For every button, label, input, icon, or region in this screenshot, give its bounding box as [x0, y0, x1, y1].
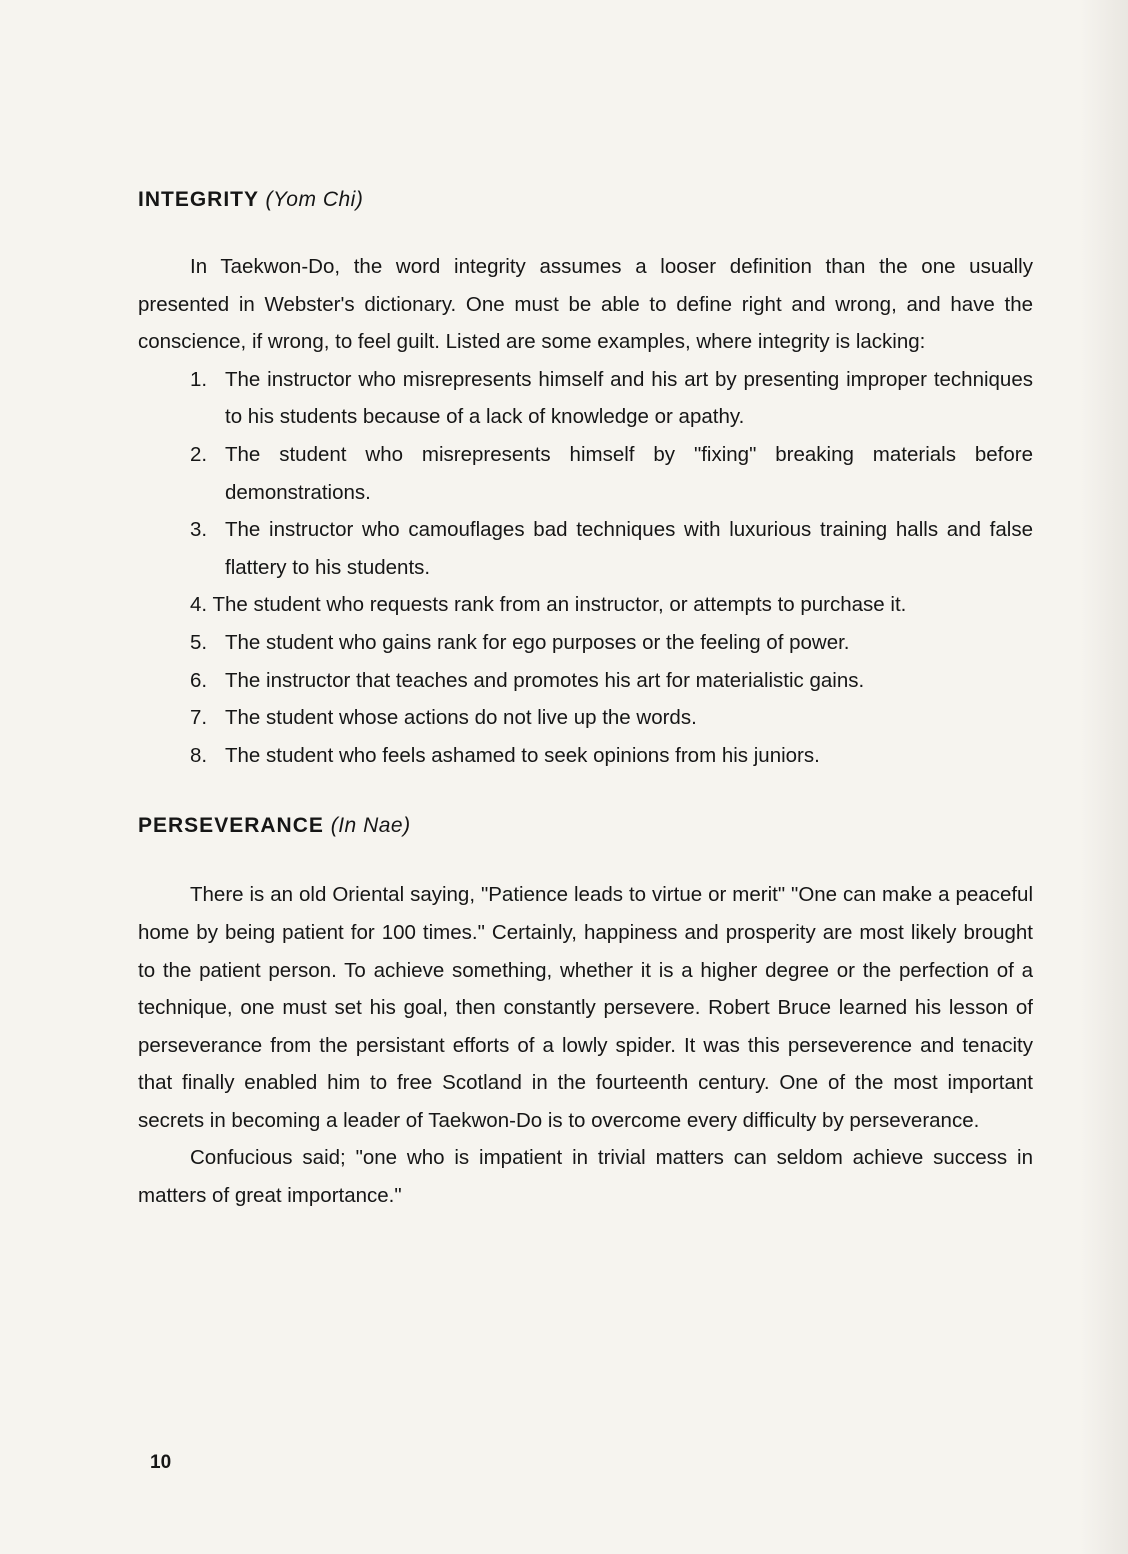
- list-item-number: 6.: [190, 668, 208, 692]
- perseverance-heading: [138, 804, 1033, 848]
- list-item-text: The student whose actions do not live up the words.: [225, 706, 697, 730]
- list-item: [138, 699, 1033, 737]
- integrity-intro: In Taekwon-Do, the word integrity assumes a looser definition than the one usually presented in Webster's dictionary. One must be able to define right and wrong, and have the conscience, if wrong, to feel guilt. Listed are some examples, where integrity is lacking:: [138, 255, 1033, 354]
- page-content: [138, 178, 1033, 1215]
- perseverance-paragraph-2: Confucious said; "one who is impatient in trivial matters can seldom achieve success in matters of great importance.": [138, 1146, 1033, 1208]
- list-item-number: 5.: [190, 630, 208, 654]
- integrity-heading: [138, 178, 1033, 222]
- integrity-title: INTEGRITY: [138, 188, 259, 211]
- list-item: [138, 436, 1033, 511]
- list-item-number: 2.: [190, 442, 208, 466]
- integrity-subtitle: (Yom Chi): [265, 188, 364, 211]
- integrity-examples-list: [138, 361, 1033, 775]
- list-item-text: The instructor who misrepresents himself and his art by presenting improper techniques to his students because of a lack of knowledge or apathy.: [225, 367, 1033, 429]
- list-item: [138, 361, 1033, 436]
- list-item: [138, 586, 1033, 624]
- list-item: [138, 662, 1033, 700]
- list-item-number: 4.: [190, 593, 208, 617]
- list-item: [138, 737, 1033, 775]
- list-item: [138, 511, 1033, 586]
- list-item-text: The instructor who camouflages bad techniques with luxurious training halls and false flattery to his students.: [225, 518, 1033, 579]
- perseverance-title: PERSEVERANCE: [138, 814, 324, 838]
- list-item-text: The student who gains rank for ego purposes or the feeling of power.: [225, 630, 850, 654]
- list-item-number: 1.: [190, 367, 208, 391]
- list-item-text: The student who misrepresents himself by "fixing" breaking materials before demonstrations.: [225, 442, 1033, 504]
- list-item-text: The instructor that teaches and promotes his art for materialistic gains.: [225, 668, 865, 692]
- list-item-text: The student who requests rank from an instructor, or attempts to purchase it.: [212, 593, 907, 617]
- list-item-number: 8.: [190, 743, 208, 767]
- list-item-number: 7.: [190, 706, 208, 730]
- perseverance-paragraph-1: There is an old Oriental saying, "Patience leads to virtue or merit" "One can make a peaceful home by being patient for 100 times." Certainly, happiness and prosperity are most likely brought to the patient person. To achieve something, whether it is a higher degree or the perfection of a technique, one must set his goal, then constantly persevere. Robert Bruce learned his lesson of perseverance from the persistant efforts of a lowly spider. It was this perseverence and tenacity that finally enabled him to free Scotland in the fourteenth century. One of the most important secrets in becoming a leader of Taekwon-Do is to overcome every difficulty by perseverance.: [138, 883, 1033, 1132]
- list-item-number: 3.: [190, 518, 208, 542]
- page-number: 10: [150, 1452, 172, 1473]
- list-item-text: The student who feels ashamed to seek opinions from his juniors.: [225, 743, 820, 767]
- list-item: [138, 624, 1033, 662]
- perseverance-subtitle: (In Nae): [330, 814, 411, 838]
